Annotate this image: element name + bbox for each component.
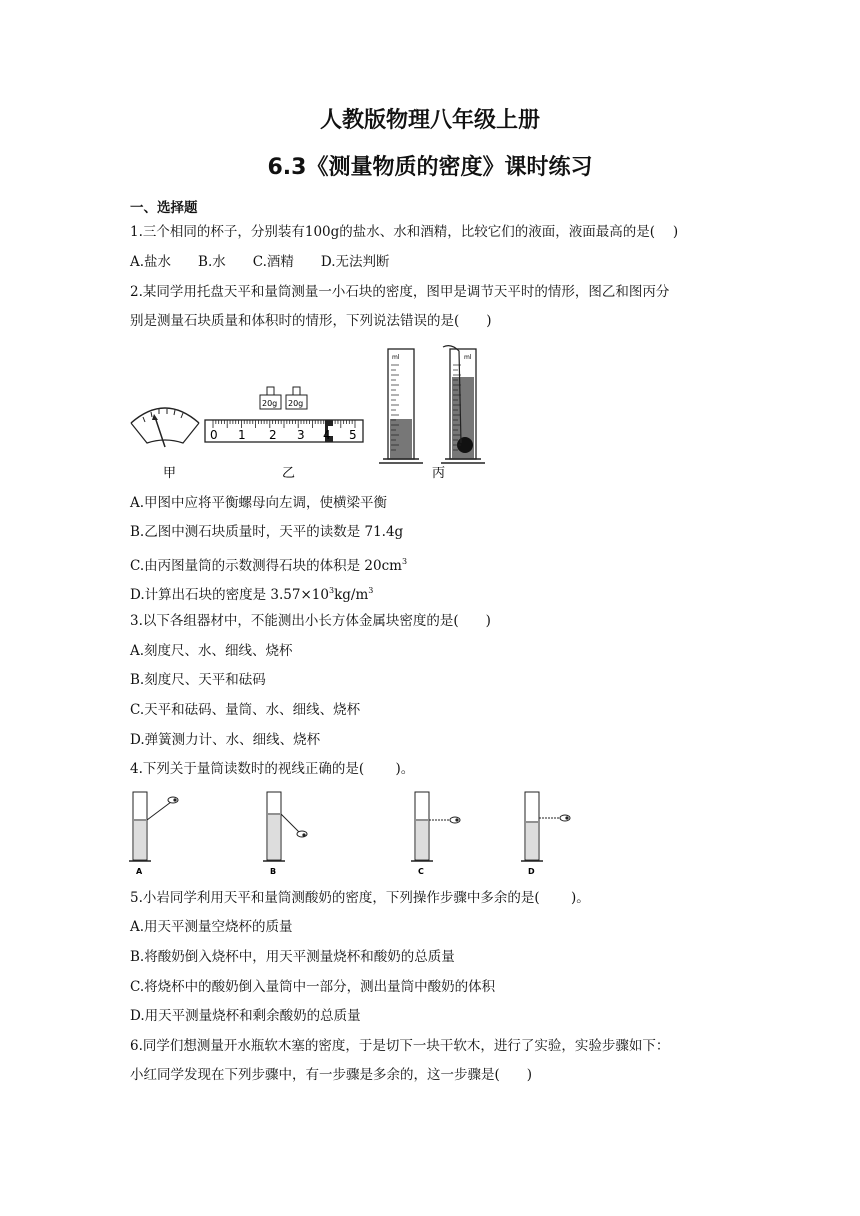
weight-label-1: 20g [262,399,278,408]
q4-figure [125,788,585,878]
q3-stem: 3.以下各组器材中，不能测出小长方体金属块密度的是( ) [130,613,491,629]
option-label-c: C [418,867,424,876]
q5-option-b: B.将酸奶倒入烧杯中，用天平测量烧杯和酸奶的总质量 [130,949,455,965]
q3-option-a: A.刻度尺、水、细线、烧杯 [130,643,293,659]
q3-option-c: C.天平和砝码、量筒、水、细线、烧杯 [130,702,361,718]
q2-figure [125,343,505,483]
cylinder-view-b-icon [263,792,307,861]
q3-option-d: D.弹簧测力计、水、细线、烧杯 [130,732,321,748]
scale-tick-3: 3 [297,428,305,442]
q2-stem-line1: 2.某同学用托盘天平和量筒测量一小石块的密度，图甲是调节天平时的情形，图乙和图丙分 [130,284,670,300]
q2-stem-line2: 别是测量石块质量和体积时的情形，下列说法错误的是( ) [130,313,492,329]
cylinder-unit-1: ml [392,354,400,361]
scale-tick-2: 2 [269,428,277,442]
scale-tick-5: 5 [349,428,357,442]
q2-option-c-sup: 3 [401,557,408,566]
q2-option-b: B.乙图中测石块质量时，天平的读数是 71.4g [130,524,404,540]
scale-tick-0: 0 [210,428,218,442]
option-label-d: D [528,867,535,876]
q2-option-d-sup2: 3 [368,586,374,595]
q4-stem: 4.下列关于量筒读数时的视线正确的是( )。 [130,761,415,777]
scale-tick-1: 1 [238,428,246,442]
q3-option-b: B.刻度尺、天平和砝码 [130,672,266,688]
q1-stem: 1.三个相同的杯子，分别装有100g的盐水、水和酒精，比较它们的液面，液面最高的是( ) [130,224,679,240]
q2-option-d-unit: kg/m [334,587,369,603]
q5-option-c: C.将烧杯中的酸奶倒入量筒中一部分，测出量筒中酸奶的体积 [130,979,496,995]
option-label-a: A [136,867,143,876]
q6-stem-line1: 6.同学们想测量开水瓶软木塞的密度，于是切下一块干软木，进行了实验，实验步骤如下： [130,1038,670,1054]
q2-option-c [130,553,407,575]
option-label-b: B [270,867,277,876]
scale-tick-4: 4 [323,428,331,442]
q2-option-c-text: C.由丙图量筒的示数测得石块的体积是 20cm [130,558,402,574]
document-subtitle: 6.3《测量物质的密度》课时练习 [267,155,593,180]
q5-stem: 5.小岩同学利用天平和量筒测酸奶的密度，下列操作步骤中多余的是( )。 [130,890,590,906]
cylinder-view-a-icon [129,792,178,861]
q5-option-d: D.用天平测量烧杯和剩余酸奶的总质量 [130,1008,361,1024]
q6-stem-line2: 小红同学发现在下列步骤中，有一步骤是多余的，这一步骤是( ) [130,1067,533,1083]
section-heading: 一、选择题 [130,200,198,216]
q2-option-d-sup1: 3 [328,586,335,595]
cylinder-unit-2: ml [464,354,472,361]
document-title: 人教版物理八年级上册 [319,108,540,133]
q2-option-d [130,582,373,604]
cylinder-view-d-icon [521,792,570,861]
q2-option-d-text: D.计算出石块的密度是 3.57×10 [130,587,329,603]
q5-option-a: A.用天平测量空烧杯的质量 [130,919,293,935]
weight-label-2: 20g [288,399,304,408]
figure-label-jia: 甲 [163,466,177,481]
q1-options: A.盐水 B.水 C.酒精 D.无法判断 [130,254,390,270]
scale-ruler [205,420,363,442]
figure-label-bing: 丙 [432,466,446,481]
graduated-cylinder-icon [379,346,485,463]
weight-icon [260,387,307,409]
balance-dial-icon [131,408,199,447]
cylinder-view-c-icon [411,792,460,861]
q2-option-a: A.甲图中应将平衡螺母向左调，使横梁平衡 [130,495,388,511]
figure-label-yi: 乙 [282,466,296,481]
